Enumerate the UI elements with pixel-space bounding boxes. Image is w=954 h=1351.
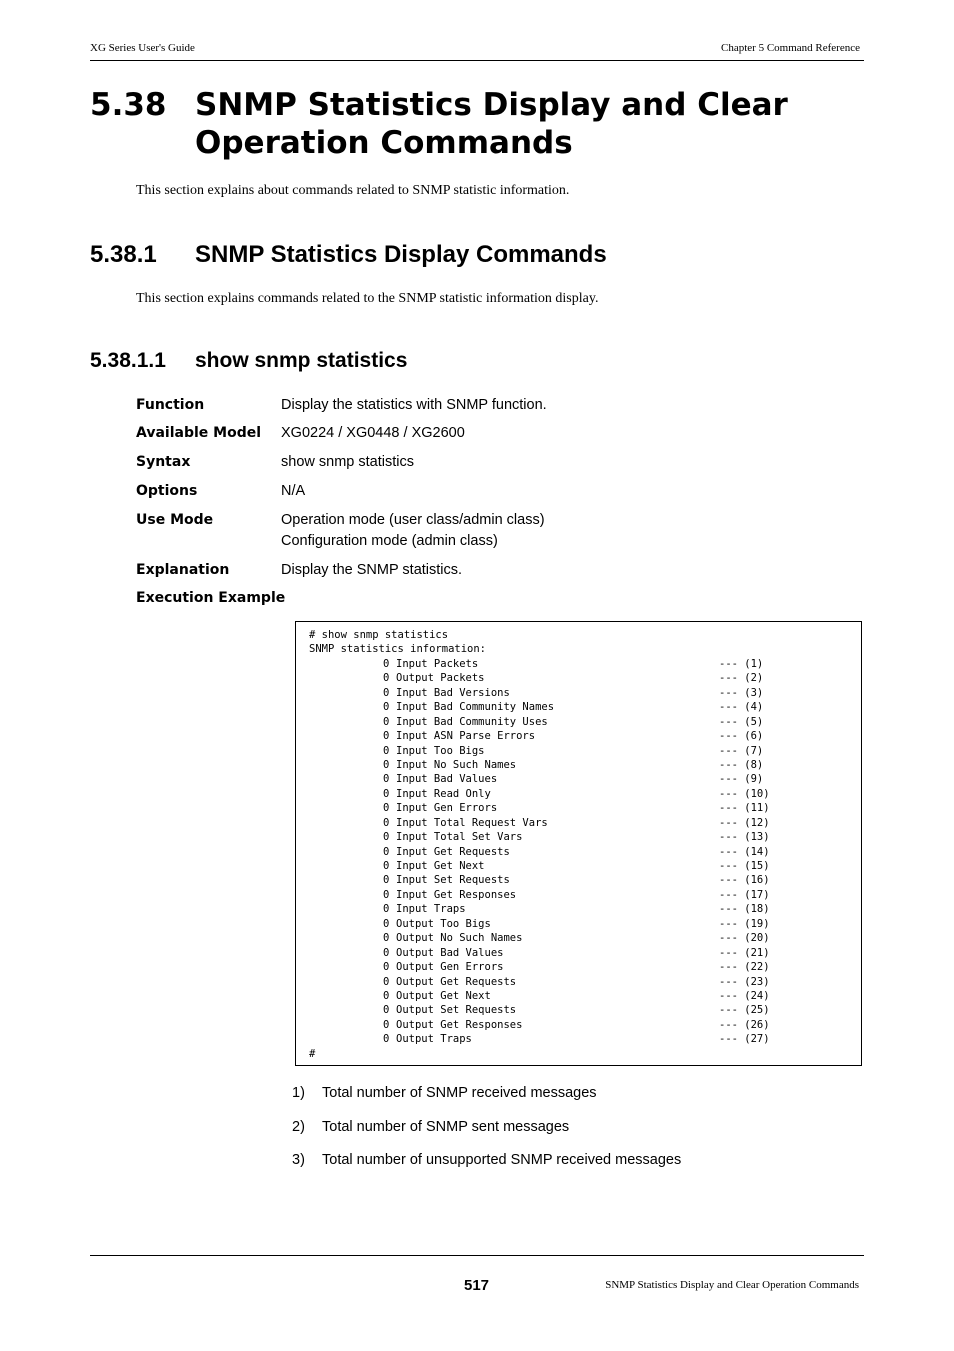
code-row: [309, 729, 861, 743]
code-row: [309, 1032, 861, 1046]
stat-ref: --- (18): [719, 903, 770, 916]
stat-count: 0: [383, 946, 390, 959]
field-value: Display the statistics with SNMP function.: [281, 397, 547, 413]
code-rows: [309, 657, 861, 1047]
code-row: [309, 830, 861, 844]
code-row: [309, 902, 861, 916]
code-row: [309, 787, 861, 801]
field-label: Use Mode: [136, 512, 214, 528]
stat-ref: --- (25): [719, 1004, 770, 1017]
section-number: 5.38: [90, 87, 167, 123]
stat-ref: --- (8): [719, 758, 764, 771]
stat-count: 0: [383, 686, 390, 699]
section-intro: This section explains about commands related to SNMP statistic information.: [136, 183, 570, 198]
stat-name: Input Too Bigs: [396, 744, 485, 757]
stat-name: Output Too Bigs: [396, 917, 491, 930]
subsubsection-heading: [90, 349, 408, 373]
stat-ref: --- (7): [719, 744, 764, 757]
stat-name: Output Gen Errors: [396, 961, 504, 974]
code-row: [309, 946, 861, 960]
stat-name: Input Total Set Vars: [396, 831, 523, 844]
stat-ref: --- (12): [719, 816, 770, 829]
subsubsection-number: 5.38.1.1: [90, 349, 166, 372]
stat-name: Input Total Request Vars: [396, 816, 548, 829]
stat-count: 0: [383, 816, 390, 829]
code-row: [309, 801, 861, 815]
code-row: [309, 845, 861, 859]
footer-rule: [90, 1255, 864, 1256]
code-row: [309, 917, 861, 931]
stat-count: 0: [383, 975, 390, 988]
field-value: show snmp statistics: [281, 454, 414, 470]
stat-count: 0: [383, 1004, 390, 1017]
stat-count: 0: [383, 961, 390, 974]
stat-ref: --- (27): [719, 1033, 770, 1046]
stat-name: Input Gen Errors: [396, 802, 498, 815]
code-row: [309, 744, 861, 758]
stat-name: Input Bad Community Names: [396, 701, 555, 714]
stat-ref: --- (10): [719, 787, 770, 800]
stat-count: 0: [383, 744, 390, 757]
stat-ref: --- (6): [719, 730, 764, 743]
field-value: Display the SNMP statistics.: [281, 562, 463, 578]
subsection-title: SNMP Statistics Display Commands: [195, 241, 607, 268]
header-chapter: Chapter 5 Command Reference: [721, 42, 860, 54]
stat-count: 0: [383, 1018, 390, 1031]
subsection-intro: This section explains commands related to the SNMP statistic information display.: [136, 291, 599, 306]
note-number: 3): [292, 1152, 305, 1168]
stat-ref: --- (13): [719, 831, 770, 844]
field-value: Operation mode (user class/admin class): [281, 512, 545, 528]
stat-ref: --- (9): [719, 773, 764, 786]
code-row: [309, 873, 861, 887]
subsection-number: 5.38.1: [90, 241, 157, 268]
field-label: Explanation: [136, 562, 230, 578]
stat-name: Output Get Responses: [396, 1018, 523, 1031]
stat-name: Output Get Next: [396, 989, 491, 1002]
stat-name: Input Bad Versions: [396, 686, 510, 699]
stat-ref: --- (3): [719, 686, 764, 699]
field-label: Execution Example: [136, 590, 286, 606]
field-value: N/A: [281, 483, 306, 499]
code-row: [309, 1018, 861, 1032]
stat-name: Input Packets: [396, 657, 479, 670]
stat-name: Output Bad Values: [396, 946, 504, 959]
code-row: [309, 931, 861, 945]
stat-ref: --- (22): [719, 961, 770, 974]
stat-ref: --- (24): [719, 989, 770, 1002]
footer-section-title: SNMP Statistics Display and Clear Operation Commands: [605, 1279, 859, 1291]
stat-ref: --- (11): [719, 802, 770, 815]
section-title: SNMP Statistics Display and Clear Operation Commands: [195, 87, 788, 161]
stat-count: 0: [383, 730, 390, 743]
stat-count: 0: [383, 758, 390, 771]
stat-ref: --- (4): [719, 701, 764, 714]
code-row: [309, 975, 861, 989]
code-heading: SNMP statistics information:: [309, 643, 487, 656]
note-text: Total number of SNMP sent messages: [322, 1119, 570, 1135]
stat-name: Input Traps: [396, 903, 466, 916]
stat-count: 0: [383, 860, 390, 872]
stat-name: Output Set Requests: [396, 1004, 517, 1017]
stat-ref: --- (19): [719, 917, 770, 930]
stat-name: Input Bad Community Uses: [396, 715, 548, 728]
note-text: Total number of unsupported SNMP received messages: [322, 1152, 682, 1168]
field-label: Function: [136, 397, 205, 413]
stat-name: Output Get Requests: [396, 975, 517, 988]
stat-count: 0: [383, 701, 390, 714]
stat-ref: --- (21): [719, 946, 770, 959]
stat-ref: --- (20): [719, 932, 770, 945]
code-row: [309, 671, 861, 685]
subsubsection-title: show snmp statistics: [195, 349, 408, 372]
stat-count: 0: [383, 888, 390, 901]
code-row: [309, 686, 861, 700]
code-row: [309, 772, 861, 786]
stat-count: 0: [383, 773, 390, 786]
stat-count: 0: [383, 917, 390, 930]
stat-count: 0: [383, 989, 390, 1002]
stat-name: Output Packets: [396, 672, 485, 685]
code-row: [309, 700, 861, 714]
field-label: Syntax: [136, 454, 191, 470]
code-row: [309, 960, 861, 974]
code-row: [309, 1003, 861, 1017]
page-header: [90, 42, 864, 61]
note-number: 2): [292, 1119, 305, 1135]
code-command: # show snmp statistics: [309, 629, 449, 641]
code-row: [309, 989, 861, 1003]
stat-ref: --- (23): [719, 975, 770, 988]
stat-name: Output Traps: [396, 1033, 472, 1046]
code-row: [309, 816, 861, 830]
stat-count: 0: [383, 932, 390, 945]
stat-name: Input Set Requests: [396, 874, 510, 887]
execution-example-box: [295, 621, 862, 1066]
code-prompt: #: [309, 1047, 316, 1060]
note-text: Total number of SNMP received messages: [322, 1085, 597, 1101]
stat-name: Input Read Only: [396, 787, 491, 800]
stat-ref: --- (2): [719, 672, 764, 685]
stat-ref: --- (26): [719, 1018, 770, 1031]
stat-count: 0: [383, 831, 390, 844]
stat-ref: --- (17): [719, 888, 770, 901]
stat-count: 0: [383, 874, 390, 887]
stat-count: 0: [383, 1033, 390, 1046]
stat-name: Output No Such Names: [396, 932, 523, 945]
stat-name: Input Get Requests: [396, 845, 510, 858]
code-row: [309, 715, 861, 729]
field-value: XG0224 / XG0448 / XG2600: [281, 425, 465, 441]
stat-count: 0: [383, 787, 390, 800]
stat-count: 0: [383, 672, 390, 685]
note-number: 1): [292, 1085, 305, 1101]
header-doc-title: XG Series User's Guide: [90, 42, 195, 54]
code-row: [309, 657, 861, 671]
page-number: 517: [464, 1277, 490, 1294]
stat-ref: --- (16): [719, 874, 770, 887]
stat-ref: --- (14): [719, 845, 770, 858]
stat-count: 0: [383, 657, 390, 670]
stat-count: 0: [383, 903, 390, 916]
code-row: [309, 859, 861, 873]
code-row: [309, 888, 861, 902]
field-label: Available Model: [136, 425, 262, 441]
stat-name: Input Get Next: [396, 860, 485, 872]
stat-name: Input Get Responses: [396, 888, 517, 901]
stat-name: Input ASN Parse Errors: [396, 730, 536, 743]
field-value: Configuration mode (admin class): [281, 533, 498, 549]
code-row: [309, 758, 861, 772]
stat-name: Input Bad Values: [396, 773, 498, 786]
field-label: Options: [136, 483, 198, 499]
stat-count: 0: [383, 715, 390, 728]
stat-ref: --- (1): [719, 657, 764, 670]
stat-ref: --- (15): [719, 860, 770, 872]
stat-count: 0: [383, 845, 390, 858]
subsection-heading: [90, 241, 607, 269]
stat-count: 0: [383, 802, 390, 815]
stat-ref: --- (5): [719, 715, 764, 728]
stat-name: Input No Such Names: [396, 758, 517, 771]
